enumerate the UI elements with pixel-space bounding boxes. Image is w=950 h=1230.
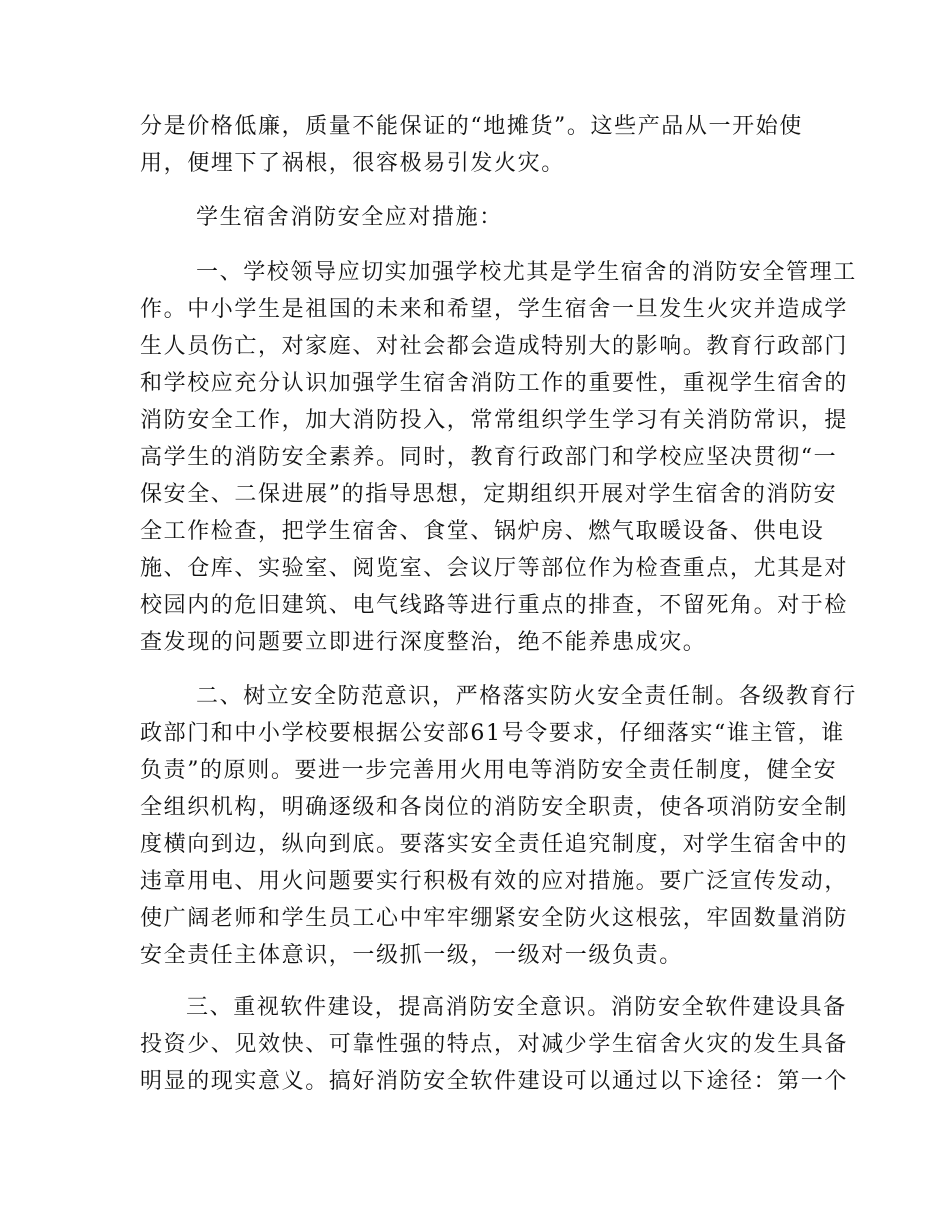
text-line: 违章用电、用火问题要实行积极有效的应对措施。要广泛宣传发动，: [140, 869, 849, 894]
text-line: 和学校应充分认识加强学生宿舍消防工作的重要性，重视学生宿舍的: [140, 371, 849, 396]
text-line: 施、仓库、实验室、阅览室、会议厅等部位作为检查重点，尤其是对: [140, 556, 849, 581]
text-line: 投资少、见效快、可靠性强的特点，对减少学生宿舍火灾的发生具备: [140, 1032, 849, 1057]
text-line: 一、学校领导应切实加强学校尤其是学生宿舍的消防安全管理工: [196, 260, 857, 285]
text-line: 安全责任主体意识，一级抓一级，一级对一级负责。: [140, 943, 683, 968]
text-line: 保安全、二保进展”的指导思想，定期组织开展对学生宿舍的消防安: [140, 482, 838, 507]
text-line: 查发现的问题要立即进行深度整治，绝不能养患成灾。: [140, 630, 707, 655]
text-line: 用，便埋下了祸根，很容极易引发火灾。: [140, 151, 565, 176]
text-line: 消防安全工作，加大消防投入，常常组织学生学习有关消防常识，提: [140, 408, 849, 433]
text-line: 分是价格低廉，质量不能保证的“地摊货”。这些产品从一开始使: [140, 114, 803, 139]
text-line: 作。中小学生是祖国的未来和希望，学生宿舍一旦发生火灾并造成学: [140, 297, 849, 322]
text-line: 使广阔老师和学生员工心中牢牢绷紧安全防火这根弦，牢固数量消防: [140, 906, 849, 931]
text-line: 负责”的原则。要进一步完善用火用电等消防安全责任制度，健全安: [140, 758, 838, 783]
text-line: 高学生的消防安全素养。同时，教育行政部门和学校应坚决贯彻“一: [140, 445, 838, 470]
text-line: 全工作检查，把学生宿舍、食堂、锅炉房、燃气取暖设备、供电设: [140, 519, 825, 544]
text-line: 明显的现实意义。搞好消防安全软件建设可以通过以下途径：第一个: [140, 1069, 849, 1094]
section-heading: 学生宿舍消防安全应对措施：: [196, 205, 503, 230]
text-line: 度横向到边，纵向到底。要落实安全责任追究制度，对学生宿舍中的: [140, 832, 849, 857]
text-line: 校园内的危旧建筑、电气线路等进行重点的排查，不留死角。对于检: [140, 593, 849, 618]
text-line: 政部门和中小学校要根据公安部61号令要求，仔细落实“谁主管，谁: [140, 721, 845, 746]
text-line: 全组织机构，明确逐级和各岗位的消防安全职责，使各项消防安全制: [140, 795, 849, 820]
text-line: 三、重视软件建设，提高消防安全意识。消防安全软件建设具备: [186, 995, 847, 1020]
text-line: 生人员伤亡，对家庭、对社会都会造成特别大的影响。教育行政部门: [140, 334, 849, 359]
text-line: 二、树立安全防范意识，严格落实防火安全责任制。各级教育行: [196, 684, 857, 709]
